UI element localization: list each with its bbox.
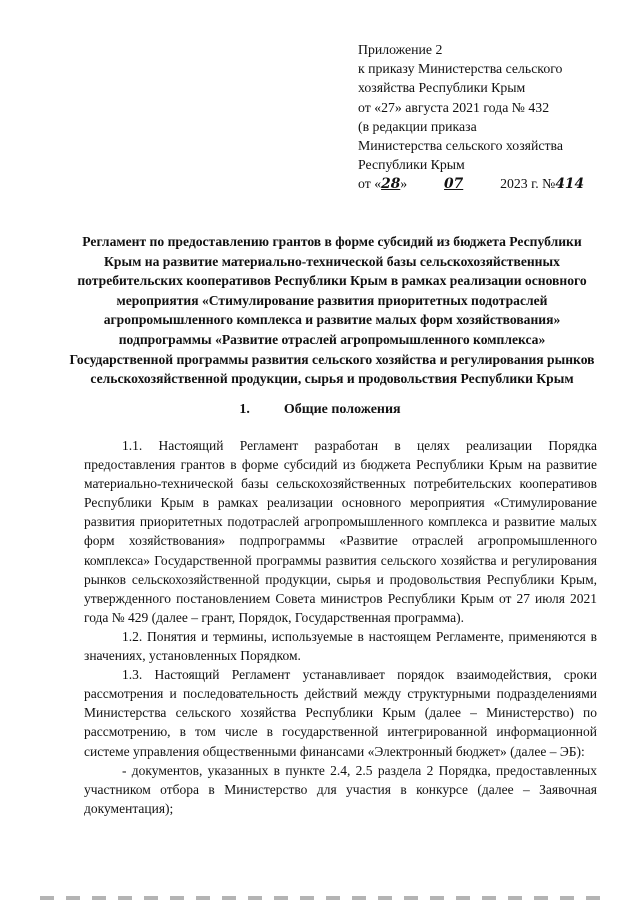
appendix-ministry: хозяйства Республики Крым — [358, 80, 526, 96]
paragraph-1-1: 1.1. Настоящий Регламент разработан в целях реализации Порядка предоставления грантов в форме субсидий из бюджета Республики Крым на развитие материально-технической базы сельскохозяйственных потребительских кооперативов Республики Крым в рамках реализации основного мероприятия «Стимулирование развития приоритетных подотраслей агропромышленного комплекса и развитие малых форм хозяйствования» подпрограммы «Развитие отраслей агропромышленного комплекса» Государственной программы развития сельского хозяйства и регулирования рынков сельскохозяйственной продукции, сырья и продовольствия Республики Крым, утвержденного постановлением Совета министров Республики Крым от 27 июля 2021 года № 429 (далее – грант, Порядок, Государственная программа). — [84, 438, 597, 625]
appendix-revision-ministry: Министерства сельского хозяйства — [358, 138, 563, 154]
appendix-title: Приложение 2 — [358, 42, 443, 57]
section-number: 1. — [239, 402, 250, 417]
document-body — [84, 436, 597, 818]
appendix-revision: (в редакции приказа — [358, 118, 477, 134]
appendix-order-date: от «27» августа 2021 года № 432 — [358, 99, 550, 115]
list-item-documents: - документов, указанных в пункте 2.4, 2.5 раздела 2 Порядка, предоставленных участником отбора в Министерство для участия в конкурсе (далее – Заявочная документация); — [84, 762, 597, 816]
revision-date-mid: » — [400, 176, 411, 192]
scan-edge-artifact — [40, 896, 600, 900]
handwritten-day: 28 — [381, 176, 401, 193]
revision-date-prefix: от « — [358, 176, 382, 192]
revision-date-year: 2023 г. № — [496, 176, 556, 192]
appendix-revision-region: Республики Крым — [358, 157, 465, 173]
paragraph-1-2: 1.2. Понятия и термины, используемые в настоящем Регламенте, применяются в значениях, установленных Порядком. — [84, 628, 597, 664]
appendix-revision-date — [358, 174, 620, 194]
section-title: Общие положения — [283, 402, 401, 417]
handwritten-number: 414 — [555, 176, 585, 193]
section-heading — [0, 402, 640, 418]
paragraph-1-3: 1.3. Настоящий Регламент устанавливает порядок взаимодействия, сроки рассмотрения и последовательность действий между структурными подразделениями Министерства сельского хозяйства Республики Крым (далее – Министерство) по рассмотрению, в том числе в государственной интегрированной информационной системе управления общественными финансами «Электронный бюджет» (далее – ЭБ): — [84, 667, 597, 759]
appendix-order-ref: к приказу Министерства сельского — [358, 61, 563, 77]
document-title: Регламент по предоставлению грантов в форме субсидий из бюджета Республики Крым на развитие материально-технической базы сельскохозяйственных потребительских кооперативов Республики Крым в рамках реализации основного мероприятия «Стимулирование развития приоритетных подотраслей агропромышленного комплекса и развитие малых форм хозяйствования» подпрограммы «Развитие отраслей агропромышленного комплекса» Государственной программы развития сельского хозяйства и регулирования рынков сельскохозяйственной продукции, сырья и продовольствия Республики Крым — [69, 234, 595, 387]
handwritten-month: 07 — [444, 176, 464, 193]
appendix-header — [358, 40, 620, 195]
